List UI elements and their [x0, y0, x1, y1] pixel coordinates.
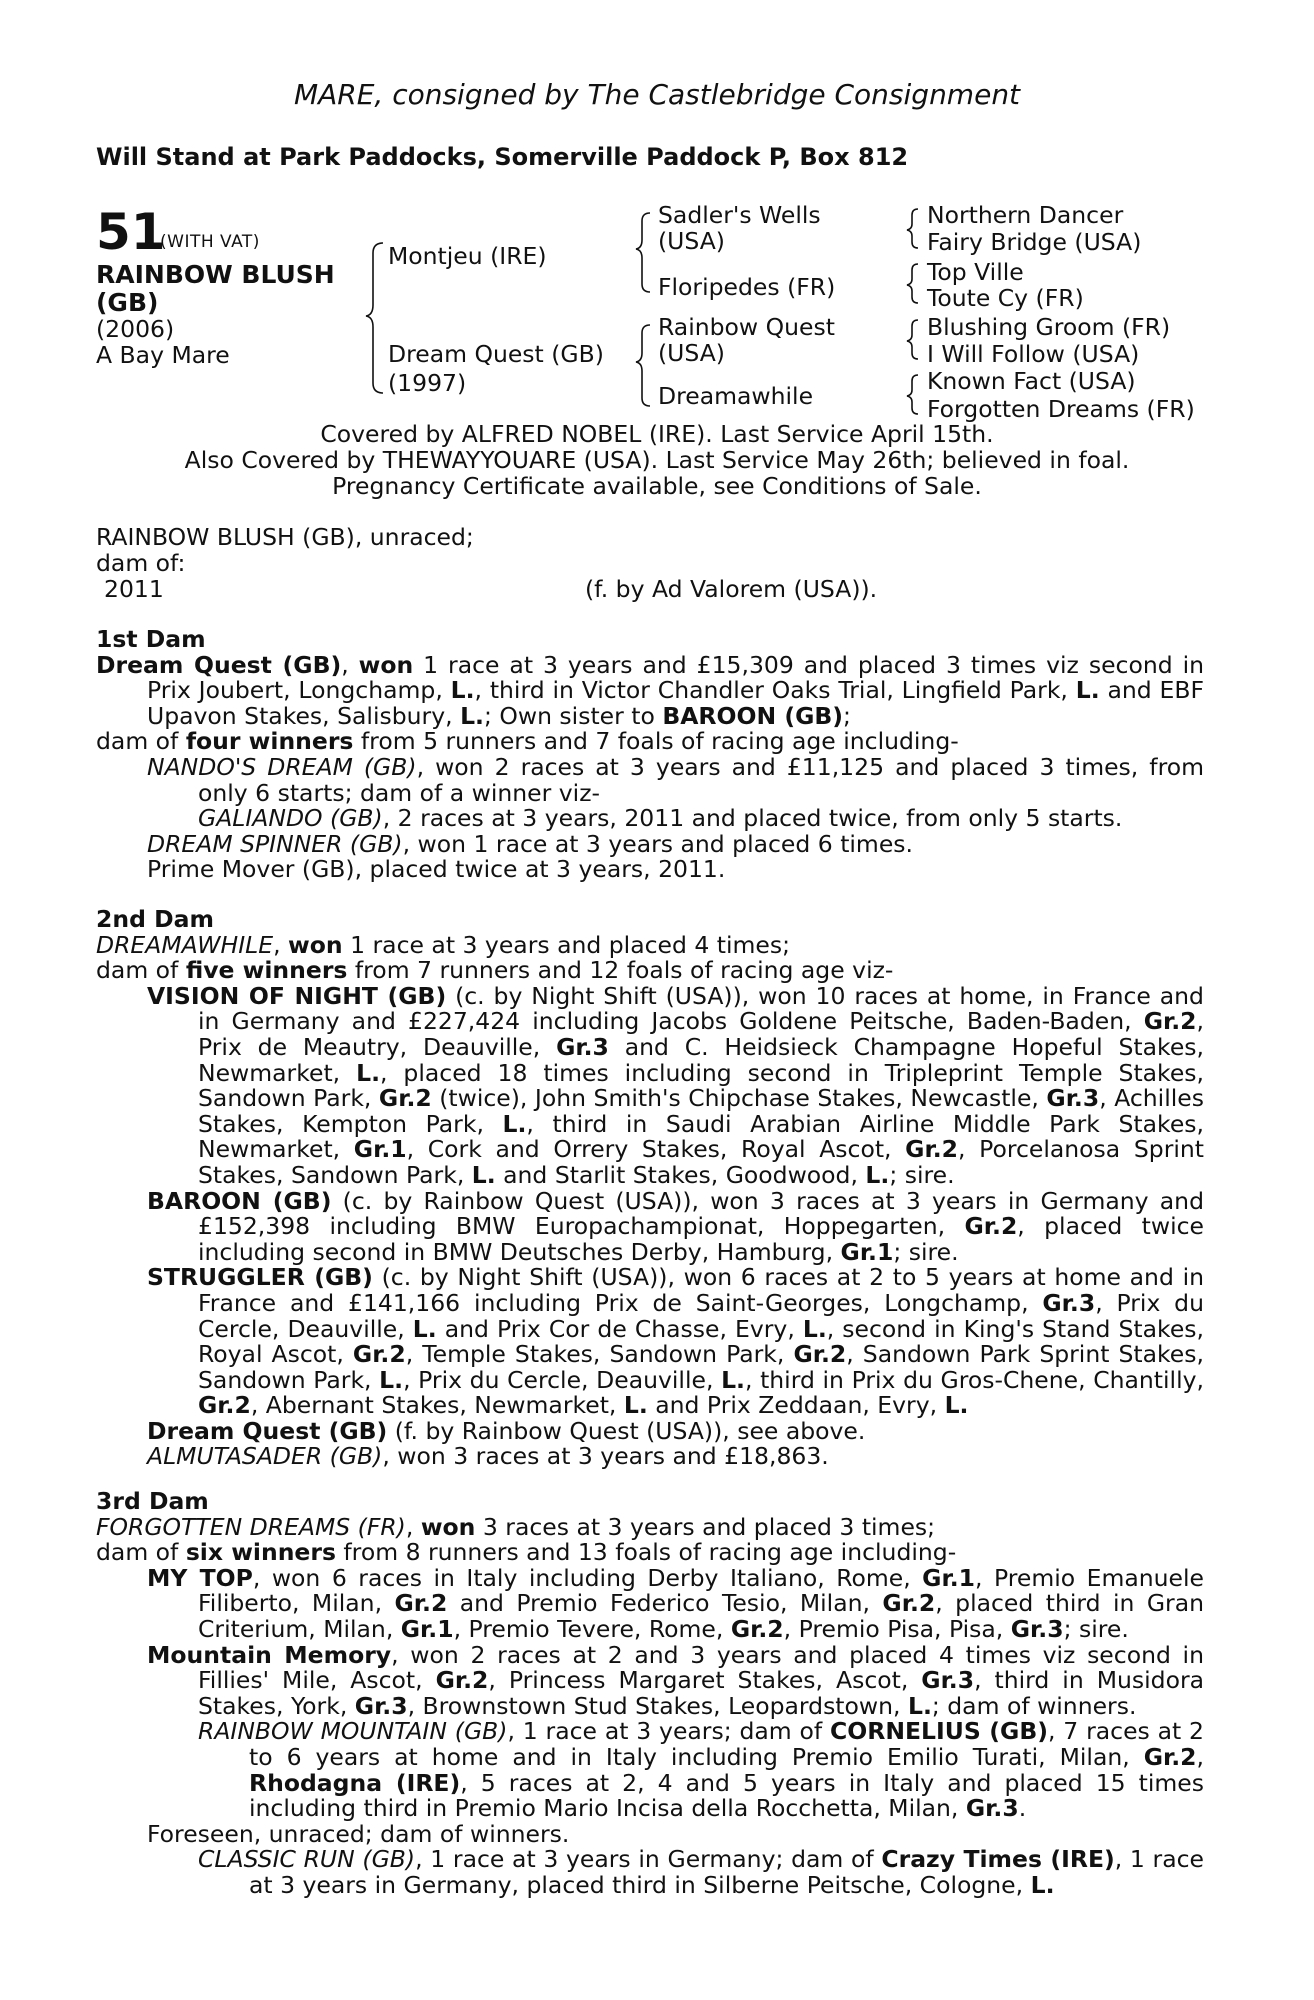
entry-text: ; sire.	[893, 1237, 959, 1266]
pedigree-dam-sire-line1: Rainbow Quest	[658, 313, 835, 341]
race-grade: Gr.1	[840, 1237, 894, 1266]
horse-name: MY TOP	[147, 1563, 253, 1592]
horse-name: DREAM SPINNER (GB)	[147, 829, 403, 858]
section-heading: 3rd Dam	[96, 1487, 209, 1515]
horse-name: BAROON (GB)	[147, 1186, 332, 1215]
race-grade: Gr.2	[352, 1340, 406, 1369]
entry-text: , 5 races at 2, 4 and 5 years in Italy and placed 15 times including third in Premio Mario Incisa della Rocchetta, Milan,	[249, 1768, 1204, 1823]
entry-text: ; sire.	[1063, 1614, 1129, 1643]
entry-text: ,	[341, 650, 359, 679]
horse-name: RAINBOW MOUNTAIN (GB)	[198, 1717, 508, 1746]
entry-text: , placed 18 times including second in Tripleprint Temple Stakes, Sandown Park,	[198, 1058, 1204, 1113]
pedigree-entry	[147, 1563, 1205, 1643]
pedigree-entry	[147, 1416, 1204, 1445]
entry-text: , 1 race at 3 years in Germany, placed third in Silberne Peitsche, Cologne,	[249, 1845, 1204, 1899]
entry-text: , Brownstown Stud Stakes, Leopardstown,	[407, 1691, 908, 1720]
produce-line-2: dam of:	[96, 549, 186, 577]
horse-name: Crazy Times (IRE)	[881, 1845, 1115, 1874]
first-dam-section	[96, 627, 1204, 883]
race-grade: Gr.3	[1042, 1288, 1096, 1317]
entry-text: , 1 race at 3 years; dam of	[507, 1717, 830, 1746]
entry-text: , Premio Tevere, Rome,	[453, 1614, 731, 1643]
entry-text: , third in Saudi Arabian Airline Middle Park Stakes, Newmarket,	[198, 1109, 1204, 1164]
pedigree-entry	[147, 1186, 1204, 1266]
race-grade: Gr.2	[378, 1084, 432, 1113]
horse-name: Dream Quest (GB)	[147, 1416, 388, 1445]
race-grade: L.	[502, 1109, 527, 1138]
entry-text: , 1 race at 3 years in Germany; dam of	[415, 1845, 882, 1874]
horse-name: FORGOTTEN DREAMS (FR)	[96, 1512, 406, 1541]
entry-text: , Princess Margaret Stakes, Ascot,	[488, 1666, 922, 1695]
entry-text: , second in King's Stand Stakes, Royal Ascot,	[198, 1314, 1204, 1369]
entry-text: (twice), John Smith's Chipchase Stakes, Newcastle,	[431, 1084, 1047, 1113]
pedigree-entry	[96, 1512, 1204, 1541]
pedigree-dds: Known Fact (USA)	[927, 367, 1136, 395]
entry-text: , won 3 races at 3 years and £18,863.	[382, 1442, 829, 1471]
race-grade: L.	[907, 1691, 932, 1720]
covering-line-1: Covered by ALFRED NOBEL (IRE). Last Service April 15th.	[320, 420, 994, 448]
race-grade: L.	[1075, 676, 1100, 705]
pedigree-entry	[198, 1847, 1204, 1898]
entry-text: , Temple Stakes, Sandown Park,	[405, 1340, 794, 1369]
third-dam-section	[96, 1489, 1204, 1899]
race-grade: L.	[379, 1365, 404, 1394]
entry-text: , Prix du Cercle, Deauville,	[198, 1288, 1204, 1343]
catalogue-header-title: MARE, consigned by The Castlebridge Consignment	[293, 78, 1021, 111]
horse-name: CLASSIC RUN (GB)	[198, 1845, 416, 1874]
race-grade: Gr.3	[965, 1794, 1019, 1823]
pedigree-entry	[147, 1819, 1204, 1848]
race-grade: Gr.1	[400, 1614, 454, 1643]
entry-text: ,	[273, 930, 289, 959]
entry-text: , third in Prix du Gros-Chene, Chantilly,	[744, 1365, 1204, 1394]
pedigree-entry	[96, 958, 1204, 984]
race-grade: Gr.3	[921, 1666, 975, 1695]
horse-name: DREAMAWHILE	[96, 930, 274, 959]
won-text: won	[358, 650, 414, 679]
race-grade: L.	[944, 1391, 969, 1420]
pedigree-dam-year: (1997)	[388, 369, 467, 397]
race-grade: L.	[721, 1365, 745, 1394]
race-grade: Gr.2	[1143, 1007, 1197, 1036]
race-grade: Gr.3	[1010, 1614, 1064, 1643]
pedigree-ddd: Forgotten Dreams (FR)	[927, 395, 1195, 423]
entry-text: (c. by Night Shift (USA)), won 10 races at home, in France and in Germany and £227,424 including Jacobs Goldene Peitsche, Baden-Baden,	[198, 981, 1204, 1036]
entry-text: , won 6 races in Italy including Derby Italiano, Rome,	[252, 1563, 923, 1592]
entry-text: 3 races at 3 years and placed 3 times;	[475, 1512, 936, 1541]
pedigree-entry	[147, 981, 1204, 1189]
entry-text: , third in Victor Chandler Oaks Trial, Lingfield Park,	[474, 676, 1076, 705]
entry-text: dam of	[96, 1538, 186, 1567]
race-grade: L.	[471, 1160, 496, 1189]
horse-name: STRUGGLER (GB)	[147, 1263, 373, 1292]
pedigree-sds: Top Ville	[927, 258, 1024, 286]
entry-text: , Premio Emanuele Filiberto, Milan,	[198, 1563, 1204, 1618]
entry-text: (f. by Rainbow Quest (USA)), see above.	[387, 1416, 866, 1445]
horse-name-line2: (GB)	[96, 288, 159, 317]
pedigree-sire-sire-line2: (USA)	[658, 226, 725, 255]
entry-text: Prime Mover (GB), placed twice at 3 years, 2011.	[147, 855, 726, 884]
horse-name: BAROON (GB)	[662, 701, 844, 730]
race-grade: Gr.3	[354, 1691, 408, 1720]
entry-text: dam of	[96, 956, 186, 985]
race-grade: Gr.2	[198, 1391, 251, 1420]
pedigree-sdd: Toute Cy (FR)	[927, 284, 1084, 312]
entry-text: , Abernant Stakes, Newmarket,	[250, 1391, 624, 1420]
race-grade: L.	[1030, 1870, 1055, 1899]
entry-text: , Prix du Cercle, Deauville,	[403, 1365, 722, 1394]
race-grade: L.	[412, 1314, 437, 1343]
covering-line-3: Pregnancy Certificate available, see Conditions of Sale.	[332, 472, 982, 500]
entry-text: (c. by Night Shift (USA)), won 6 races at 2 to 5 years at home and in France and £141,166 including Prix de Saint-Georges, Longchamp,	[198, 1263, 1204, 1317]
entry-text: (c. by Rainbow Quest (USA)), won 3 races at 3 years in Germany and £152,398 including BMW Europachampionat, Hoppegarten,	[198, 1186, 1204, 1241]
horse-name: VISION OF NIGHT (GB)	[147, 981, 447, 1010]
produce-year: 2011	[104, 575, 164, 603]
entry-text: from 8 runners and 13 foals of racing age including-	[335, 1538, 957, 1567]
entry-text: ,	[1196, 1742, 1204, 1771]
winners-count: four winners	[185, 727, 354, 756]
entry-text: and Premio Federico Tesio, Milan,	[447, 1589, 883, 1618]
race-grade: L.	[460, 701, 484, 730]
entry-text: , Premio Pisa, Pisa,	[783, 1614, 1011, 1643]
produce-line-1: RAINBOW BLUSH (GB), unraced;	[96, 523, 474, 551]
race-grade: Gr.2	[964, 1212, 1018, 1241]
produce-foal: (f. by Ad Valorem (USA)).	[585, 575, 878, 603]
race-grade: Gr.2	[435, 1666, 489, 1695]
entry-text: , Achilles Stakes, Kempton Park,	[198, 1084, 1204, 1138]
pedigree-dam: Dream Quest (GB)	[388, 340, 604, 368]
race-grade: L.	[802, 1314, 827, 1343]
entry-text: , won 2 races at 3 years and £11,125 and placed 3 times, from only 6 starts; dam of a winner viz-	[198, 752, 1204, 807]
covering-line-2: Also Covered by THEWAYYOUARE (USA). Last Service May 26th; believed in foal.	[184, 446, 1130, 474]
entry-text: ; Own sister to	[483, 701, 663, 730]
horse-name: Rhodagna (IRE)	[249, 1768, 461, 1797]
entry-text: , 2 races at 3 years, 2011 and placed twice, from only 5 starts.	[382, 804, 1123, 833]
pedigree-dam-sire	[658, 315, 835, 366]
entry-text: , 7 races at 2 to 6 years at home and in Italy including Premio Emilio Turati, Milan,	[249, 1717, 1205, 1771]
horse-description: A Bay Mare	[96, 340, 230, 369]
race-grade: L.	[450, 676, 475, 705]
pedigree-entry	[147, 857, 1204, 883]
pedigree-entry	[147, 829, 1204, 858]
pedigree-entry	[147, 1265, 1204, 1419]
pedigree-entry	[147, 1640, 1205, 1720]
pedigree-entry	[96, 930, 1204, 959]
pedigree-entry	[147, 752, 1204, 807]
pedigree-entry	[198, 806, 1204, 832]
horse-name: Mountain Memory	[147, 1640, 392, 1669]
won-text: won	[420, 1512, 476, 1541]
pedigree-dsd: I Will Follow (USA)	[927, 340, 1140, 368]
entry-text: ;	[843, 701, 851, 730]
pedigree-sss: Northern Dancer	[927, 201, 1124, 229]
horse-name: GALIANDO (GB)	[198, 804, 383, 833]
entry-text: 1 race at 3 years and placed 4 times;	[342, 930, 791, 959]
entry-text: , placed third in Gran Criterium, Milan,	[198, 1589, 1205, 1643]
race-grade: Gr.2	[905, 1135, 958, 1164]
race-grade: Gr.2	[793, 1340, 847, 1369]
race-grade: L.	[356, 1058, 380, 1087]
foaling-year: (2006)	[96, 315, 175, 343]
winners-count: six winners	[185, 1538, 336, 1567]
horse-name: CORNELIUS (GB)	[830, 1717, 1048, 1746]
entry-text: ; dam of winners.	[931, 1691, 1137, 1720]
entry-text: , third in Musidora Stakes, York,	[198, 1666, 1205, 1720]
vat-label: (WITH VAT)	[160, 232, 260, 252]
pedigree-dam-dam: Dreamawhile	[658, 382, 814, 410]
pedigree-sire-sire-line1: Sadler's Wells	[658, 201, 821, 229]
pedigree-dss: Blushing Groom (FR)	[927, 313, 1171, 341]
race-grade: Gr.2	[394, 1589, 448, 1618]
pedigree-entry	[96, 729, 1204, 755]
entry-text: and Prix Zeddaan, Evry,	[647, 1391, 945, 1420]
entry-text: , placed twice including second in BMW Deutsches Derby, Hamburg,	[198, 1212, 1204, 1266]
pedigree-sire: Montjeu (IRE)	[388, 242, 547, 270]
entry-text: 1 race at 3 years and £15,309 and placed 3 times viz second in Prix Joubert, Longchamp,	[147, 650, 1204, 705]
entry-text: , Cork and Orrery Stakes, Royal Ascot,	[406, 1135, 906, 1164]
entry-text: .	[1018, 1794, 1027, 1823]
horse-name: Dream Quest (GB)	[96, 650, 342, 679]
entry-text: , Prix de Meautry, Deauville,	[198, 1007, 1204, 1061]
race-grade: Gr.2	[730, 1614, 784, 1643]
entry-text: and Prix Cor de Chasse, Evry,	[436, 1314, 803, 1343]
entry-text: Foreseen, unraced; dam of winners.	[147, 1819, 570, 1848]
entry-text: and Starlit Stakes, Goodwood,	[495, 1160, 866, 1189]
entry-text: from 5 runners and 7 foals of racing age including-	[353, 727, 959, 756]
pedigree-sire-dam: Floripedes (FR)	[658, 273, 836, 301]
section-heading: 2nd Dam	[96, 905, 214, 933]
horse-name-line1: RAINBOW BLUSH	[96, 260, 335, 289]
entry-text: ; sire.	[889, 1160, 955, 1189]
race-grade: Gr.1	[353, 1135, 407, 1164]
entry-text: ,	[405, 1512, 421, 1541]
horse-name: NANDO'S DREAM (GB)	[147, 752, 417, 781]
race-grade: Gr.1	[922, 1563, 975, 1592]
pedigree-dam-sire-line2: (USA)	[658, 338, 725, 367]
entry-text: dam of	[96, 727, 186, 756]
section-heading: 1st Dam	[96, 625, 206, 653]
entry-text: , Porcelanosa Sprint Stakes, Sandown Park,	[198, 1135, 1204, 1189]
pedigree-entry	[96, 1540, 1204, 1566]
race-grade: Gr.2	[1143, 1742, 1197, 1771]
winners-count: five winners	[185, 956, 348, 985]
entry-text: and C. Heidsieck Champagne Hopeful Stakes, Newmarket,	[198, 1032, 1204, 1087]
race-grade: Gr.3	[556, 1032, 609, 1061]
entry-text: from 7 runners and 12 foals of racing age viz-	[347, 956, 894, 985]
race-grade: L.	[865, 1160, 890, 1189]
stable-location: Will Stand at Park Paddocks, Somerville Paddock P, Box 812	[96, 143, 909, 171]
pedigree-ssd: Fairy Bridge (USA)	[927, 228, 1142, 256]
race-grade: L.	[623, 1391, 648, 1420]
race-grade: Gr.2	[882, 1589, 936, 1618]
pedigree-entry	[198, 1719, 1204, 1821]
pedigree-sire-sire	[658, 203, 821, 254]
pedigree-entry	[147, 1444, 1204, 1470]
horse-name: ALMUTASADER (GB)	[147, 1442, 383, 1471]
won-text: won	[288, 930, 343, 959]
entry-text: , won 1 race at 3 years and placed 6 times.	[402, 829, 913, 858]
lot-number: 51	[96, 203, 166, 261]
second-dam-section	[96, 907, 1204, 1470]
race-grade: Gr.3	[1046, 1084, 1100, 1113]
entry-text: , Sandown Park Sprint Stakes, Sandown Park,	[198, 1340, 1204, 1394]
entry-text: and EBF Upavon Stakes, Salisbury,	[147, 676, 1204, 730]
entry-text: , won 2 races at 2 and 3 years and placed 4 times viz second in Fillies' Mile, Ascot,	[198, 1640, 1204, 1695]
pedigree-entry	[96, 650, 1204, 730]
